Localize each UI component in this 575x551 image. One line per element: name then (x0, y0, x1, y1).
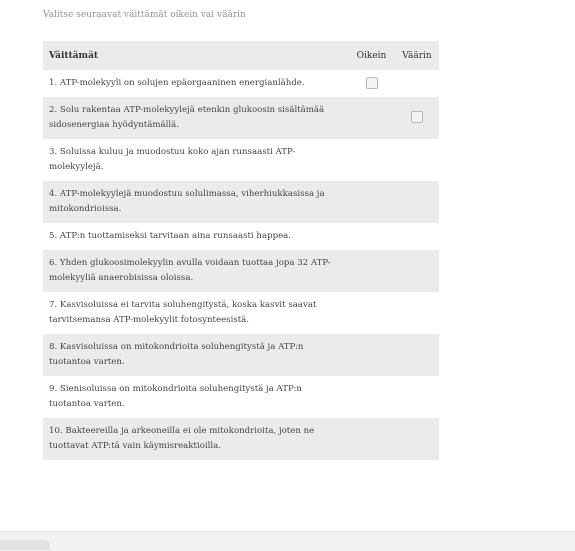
wrong-choice-cell[interactable] (395, 376, 439, 418)
wrong-choice-cell[interactable] (395, 70, 439, 97)
wrong-choice-cell[interactable] (395, 250, 439, 292)
statements-table (43, 41, 439, 460)
statement-text: 2. Solu rakentaa ATP-molekyylejä etenkin glukoosin sisältämää sidosenergiaa hyödyntämällä. (43, 97, 348, 139)
statement-text: 10. Bakteereilla ja arkeoneilla ei ole mitokondrioita, joten ne tuottavat ATP:tä vain käymisreaktioilla. (43, 418, 348, 460)
correct-choice-cell[interactable] (348, 70, 395, 97)
statement-text: 5. ATP:n tuottamiseksi tarvitaan aina runsaasti happea. (43, 223, 348, 250)
correct-choice-cell[interactable] (348, 292, 395, 334)
statement-text: 6. Yhden glukoosimolekyylin avulla voidaan tuottaa jopa 32 ATP-molekyyliä anaerobisissa oloissa. (43, 250, 348, 292)
instruction-text: Valitse seuraavat väittämät oikein vai väärin (43, 10, 246, 20)
wrong-choice-cell[interactable] (395, 97, 439, 139)
statement-text: 3. Soluissa kuluu ja muodostuu koko ajan runsaasti ATP-molekyylejä. (43, 139, 348, 181)
wrong-choice-cell[interactable] (395, 418, 439, 460)
statement-text: 9. Sienisoluissa on mitokondrioita soluhengitystä ja ATP:n tuotantoa varten. (43, 376, 348, 418)
wrong-choice-cell[interactable] (395, 334, 439, 376)
statement-row (43, 292, 439, 334)
statement-text: 8. Kasvisoluissa on mitokondrioita soluhengitystä ja ATP:n tuotantoa varten. (43, 334, 348, 376)
statement-row (43, 376, 439, 418)
wrong-choice-cell[interactable] (395, 139, 439, 181)
statement-row (43, 97, 439, 139)
statement-row (43, 181, 439, 223)
statement-row (43, 418, 439, 460)
statement-text: 4. ATP-molekyylejä muodostuu solulimassa, viherhiukkasissa ja mitokondrioissa. (43, 181, 348, 223)
wrong-choice-cell[interactable] (395, 223, 439, 250)
correct-checkbox[interactable] (366, 77, 378, 89)
statement-text: 1. ATP-molekyyli on solujen epäorgaaninen energianlähde. (43, 70, 348, 97)
wrong-checkbox[interactable] (411, 111, 423, 123)
correct-choice-cell[interactable] (348, 223, 395, 250)
table-header-row (43, 41, 439, 70)
statement-row (43, 334, 439, 376)
statement-row (43, 250, 439, 292)
header-statements: Väittämät (43, 41, 348, 70)
statement-text: 7. Kasvisoluissa ei tarvita soluhengitystä, koska kasvit saavat tarvitsemansa ATP-molekyylit fotosynteesistä. (43, 292, 348, 334)
header-wrong: Väärin (395, 41, 439, 70)
footer-tab[interactable] (0, 540, 50, 550)
statement-row (43, 139, 439, 181)
header-correct: Oikein (348, 41, 395, 70)
correct-choice-cell[interactable] (348, 97, 395, 139)
wrong-choice-cell[interactable] (395, 181, 439, 223)
wrong-choice-cell[interactable] (395, 292, 439, 334)
correct-choice-cell[interactable] (348, 181, 395, 223)
correct-choice-cell[interactable] (348, 139, 395, 181)
correct-choice-cell[interactable] (348, 334, 395, 376)
statement-row (43, 70, 439, 97)
footer-bar (0, 531, 575, 551)
statements-body (43, 70, 439, 460)
correct-choice-cell[interactable] (348, 376, 395, 418)
correct-choice-cell[interactable] (348, 418, 395, 460)
correct-choice-cell[interactable] (348, 250, 395, 292)
statement-row (43, 223, 439, 250)
